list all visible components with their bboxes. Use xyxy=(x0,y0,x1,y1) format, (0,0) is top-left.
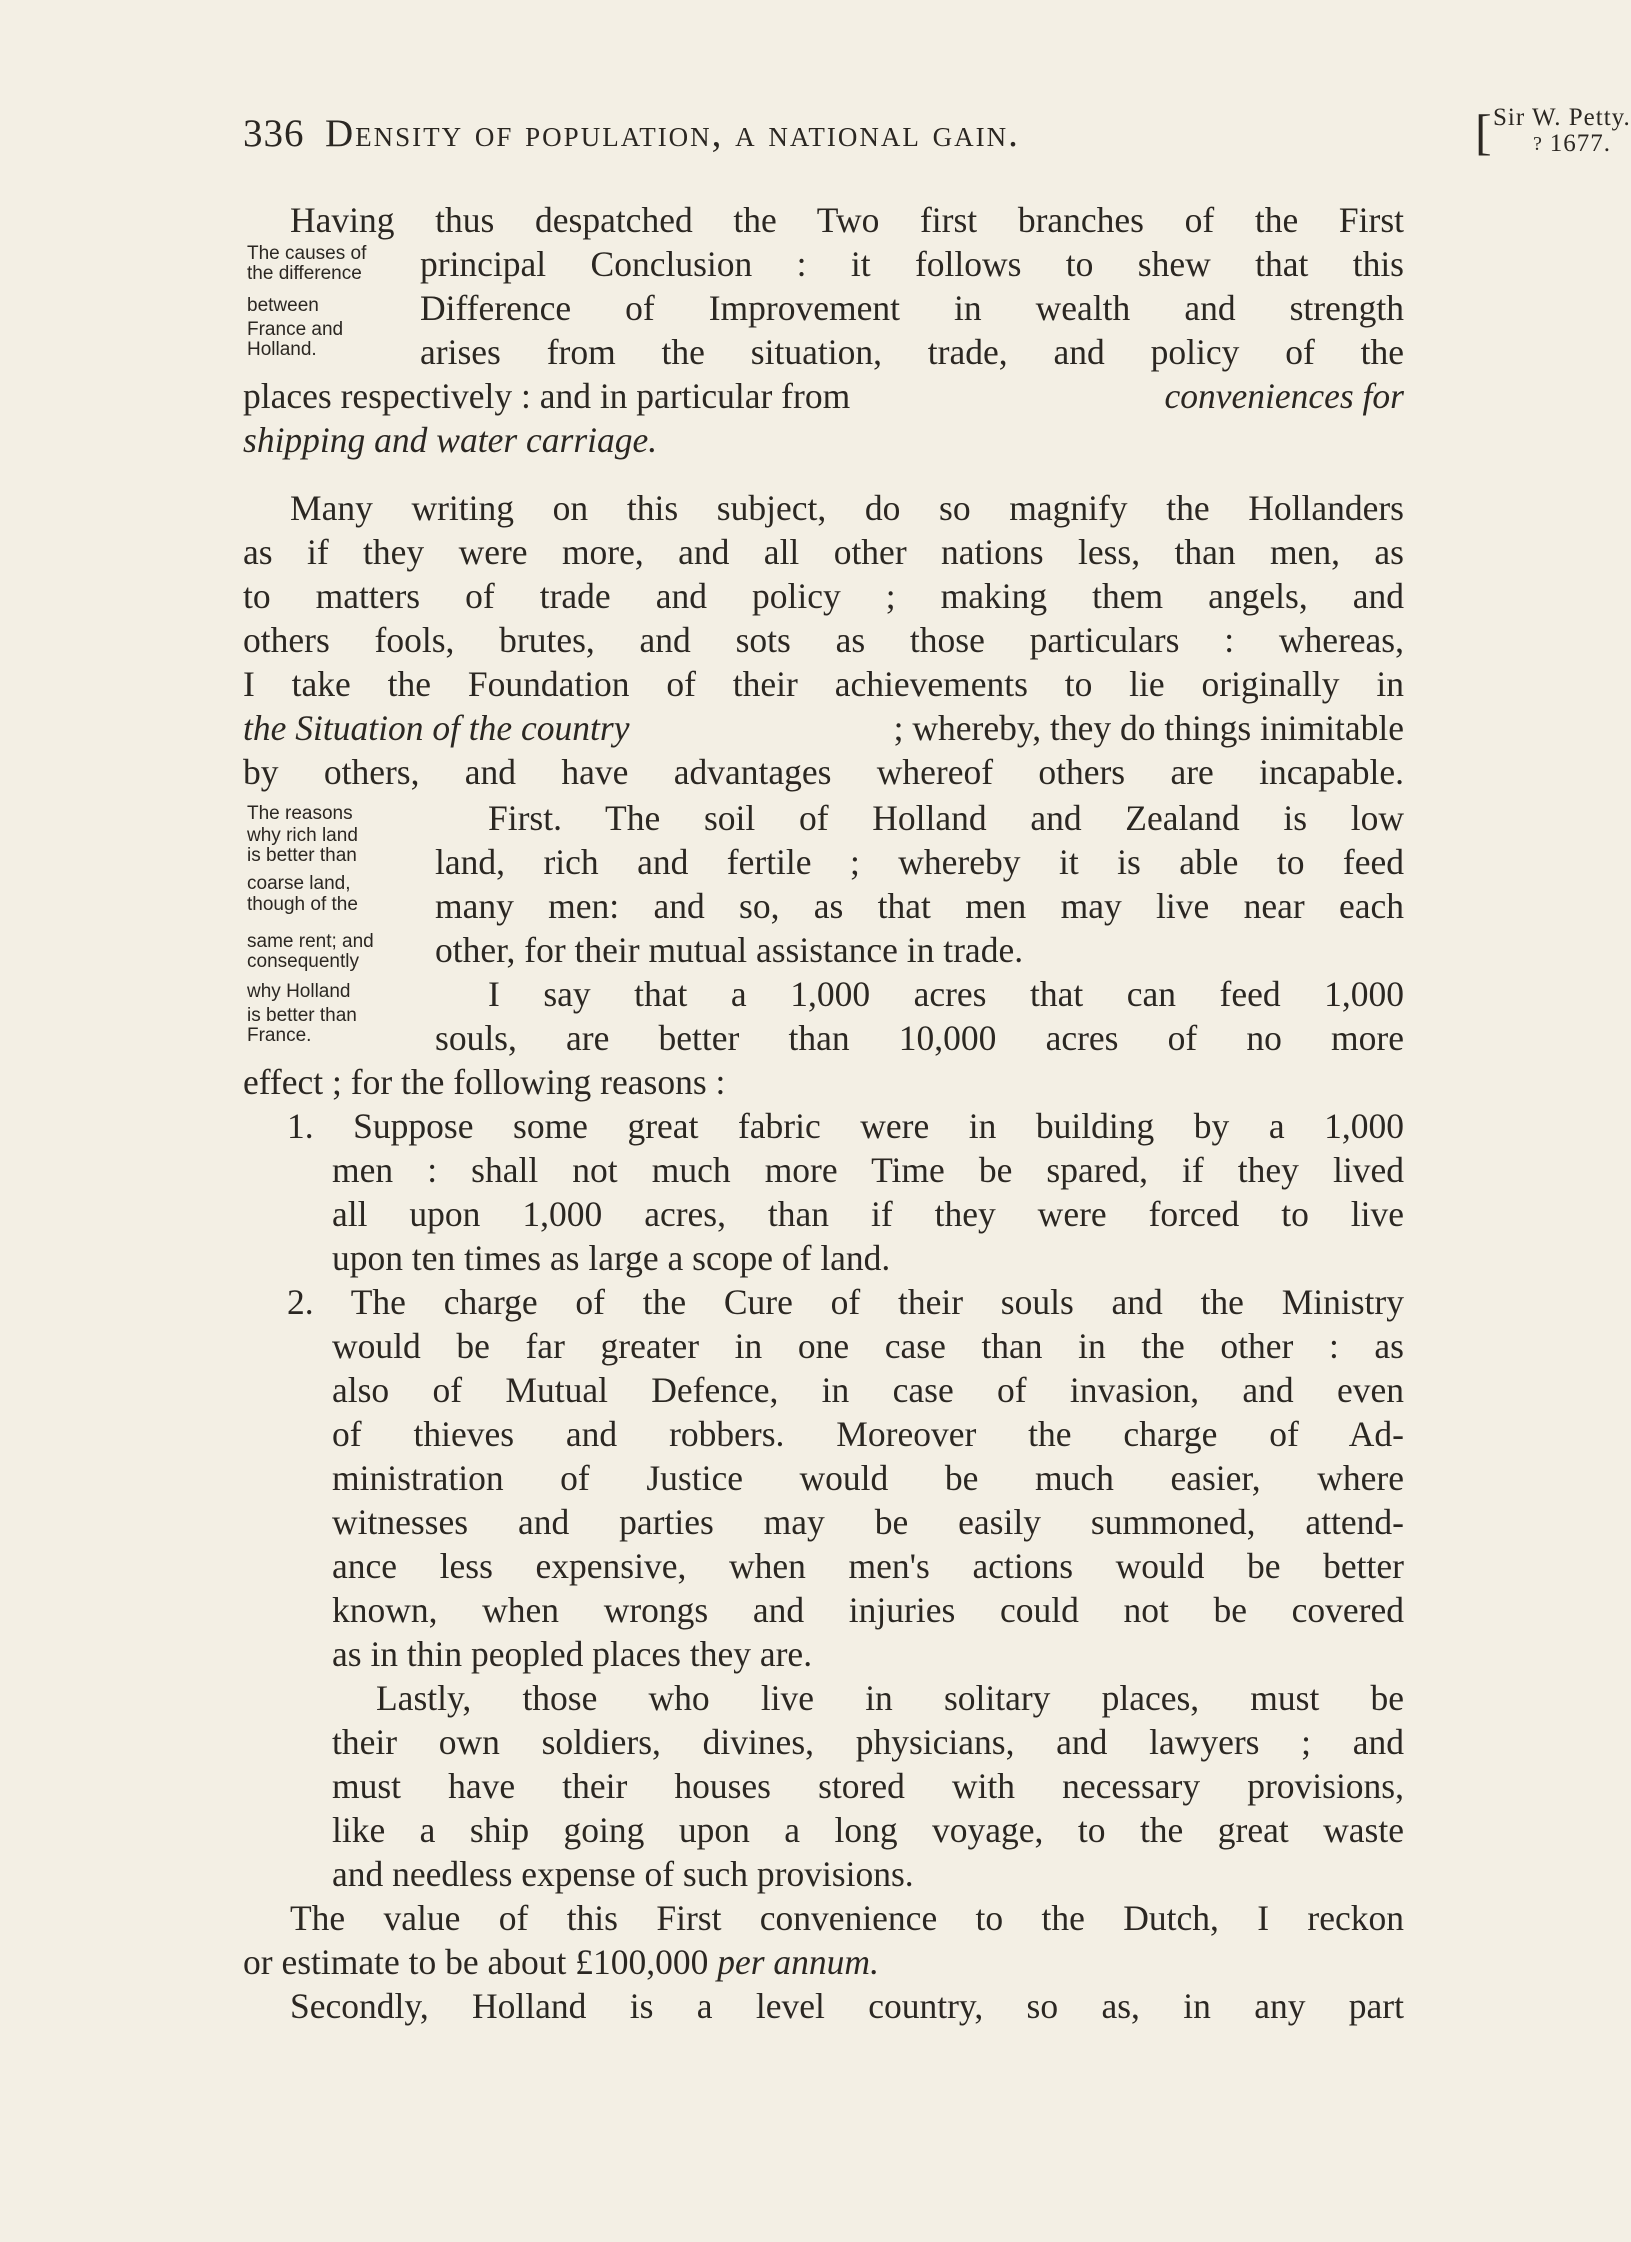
italic-phrase: per annum. xyxy=(717,1942,879,1982)
page-number: 336 xyxy=(243,112,305,155)
list-item-line: 2. The charge of the Cure of their souls and the Ministry xyxy=(287,1282,1404,1322)
text-line: Difference of Improvement in wealth and strength xyxy=(420,288,1404,328)
margin-note-line: is better than xyxy=(247,845,357,866)
text-segment: places respectively : and in particular from xyxy=(243,376,851,416)
list-item-line: men : shall not much more Time be spared, if they lived xyxy=(332,1150,1404,1190)
text-line: to matters of trade and policy ; making them angels, and xyxy=(243,576,1404,616)
margin-note-line: why Holland xyxy=(247,981,351,1002)
list-item-line: ance less expensive, when men's actions would be better xyxy=(332,1546,1404,1586)
margin-note-line: The reasons xyxy=(247,803,353,824)
text-line: principal Conclusion : it follows to shew that this xyxy=(420,244,1404,284)
header-query-mark: ? xyxy=(1533,133,1543,155)
list-item-line: must have their houses stored with necessary provisions, xyxy=(332,1766,1404,1806)
margin-note-line: is better than xyxy=(247,1005,357,1026)
list-item-line: as in thin peopled places they are. xyxy=(332,1634,813,1674)
text-segment: ; whereby, they do things inimitable xyxy=(893,708,1404,748)
text-line: I take the Foundation of their achievements to lie originally in xyxy=(243,664,1404,704)
header-bracket: [ xyxy=(1475,104,1493,160)
text-line: The value of this First convenience to the Dutch, I reckon xyxy=(290,1898,1404,1938)
margin-note-line: France and xyxy=(247,319,344,340)
margin-note-line: though of the xyxy=(247,894,358,915)
header-author: Sir W. Petty. xyxy=(1493,104,1631,131)
text-line: Many writing on this subject, do so magnify the Hollanders xyxy=(290,488,1404,528)
header-date: 1677. xyxy=(1549,130,1611,157)
margin-note-line: why rich land xyxy=(247,825,358,846)
margin-note-line: consequently xyxy=(247,951,359,972)
running-header xyxy=(243,104,1631,160)
list-item-line: and needless expense of such provisions. xyxy=(332,1854,914,1894)
text-line: others fools, brutes, and sots as those particulars : whereas, xyxy=(243,620,1404,660)
margin-note-line: same rent; and xyxy=(247,931,374,952)
list-item-line: would be far greater in one case than in the other : as xyxy=(332,1326,1404,1366)
text-line: land, rich and fertile ; whereby it is able to feed xyxy=(435,842,1404,882)
text-line: by others, and have advantages whereof others are incapable. xyxy=(243,752,1404,792)
list-item-line: of thieves and robbers. Moreover the charge of Ad- xyxy=(332,1414,1404,1454)
margin-note-line: The causes of xyxy=(247,243,367,264)
text-line: other, for their mutual assistance in trade. xyxy=(435,930,1024,970)
list-item-line: all upon 1,000 acres, than if they were forced to live xyxy=(332,1194,1404,1234)
text-line: many men: and so, as that men may live near each xyxy=(435,886,1404,926)
text-line xyxy=(243,1941,879,1983)
margin-note-line: the difference xyxy=(247,263,362,284)
italic-phrase: the Situation of the country xyxy=(243,708,630,748)
text-line: effect ; for the following reasons : xyxy=(243,1062,726,1102)
list-item-line: upon ten times as large a scope of land. xyxy=(332,1238,891,1278)
text-line xyxy=(243,375,1404,417)
italic-phrase: conveniences for xyxy=(1164,376,1404,416)
list-item-line: their own soldiers, divines, physicians, and lawyers ; and xyxy=(332,1722,1404,1762)
list-item-line: 1. Suppose some great fabric were in building by a 1,000 xyxy=(287,1106,1404,1146)
list-item-line: known, when wrongs and injuries could not be covered xyxy=(332,1590,1404,1630)
text-line: Secondly, Holland is a level country, so as, in any part xyxy=(290,1986,1404,2026)
list-item-line: like a ship going upon a long voyage, to the great waste xyxy=(332,1810,1404,1850)
text-line xyxy=(243,707,1404,749)
list-item-line: Lastly, those who live in solitary places, must be xyxy=(376,1678,1404,1718)
text-line: souls, are better than 10,000 acres of no more xyxy=(435,1018,1404,1058)
text-line: First. The soil of Holland and Zealand is low xyxy=(488,798,1404,838)
text-line: I say that a 1,000 acres that can feed 1,000 xyxy=(488,974,1404,1014)
running-title: Density of population, a national gain. xyxy=(325,112,1020,155)
list-item-line: witnesses and parties may be easily summoned, attend- xyxy=(332,1502,1404,1542)
text-line: as if they were more, and all other nations less, than men, as xyxy=(243,532,1404,572)
text-line: Having thus despatched the Two first branches of the First xyxy=(290,200,1404,240)
italic-phrase: shipping and water carriage. xyxy=(243,420,658,460)
list-item-line: also of Mutual Defence, in case of invasion, and even xyxy=(332,1370,1404,1410)
margin-note-line: France. xyxy=(247,1025,312,1046)
margin-note-line: between xyxy=(247,295,319,316)
margin-note-line: coarse land, xyxy=(247,873,351,894)
text-line xyxy=(243,419,657,461)
text-line: arises from the situation, trade, and policy of the xyxy=(420,332,1404,372)
list-item-line: ministration of Justice would be much easier, where xyxy=(332,1458,1404,1498)
text-segment: or estimate to be about £100,000 xyxy=(243,1942,709,1982)
margin-note-line: Holland. xyxy=(247,339,317,360)
